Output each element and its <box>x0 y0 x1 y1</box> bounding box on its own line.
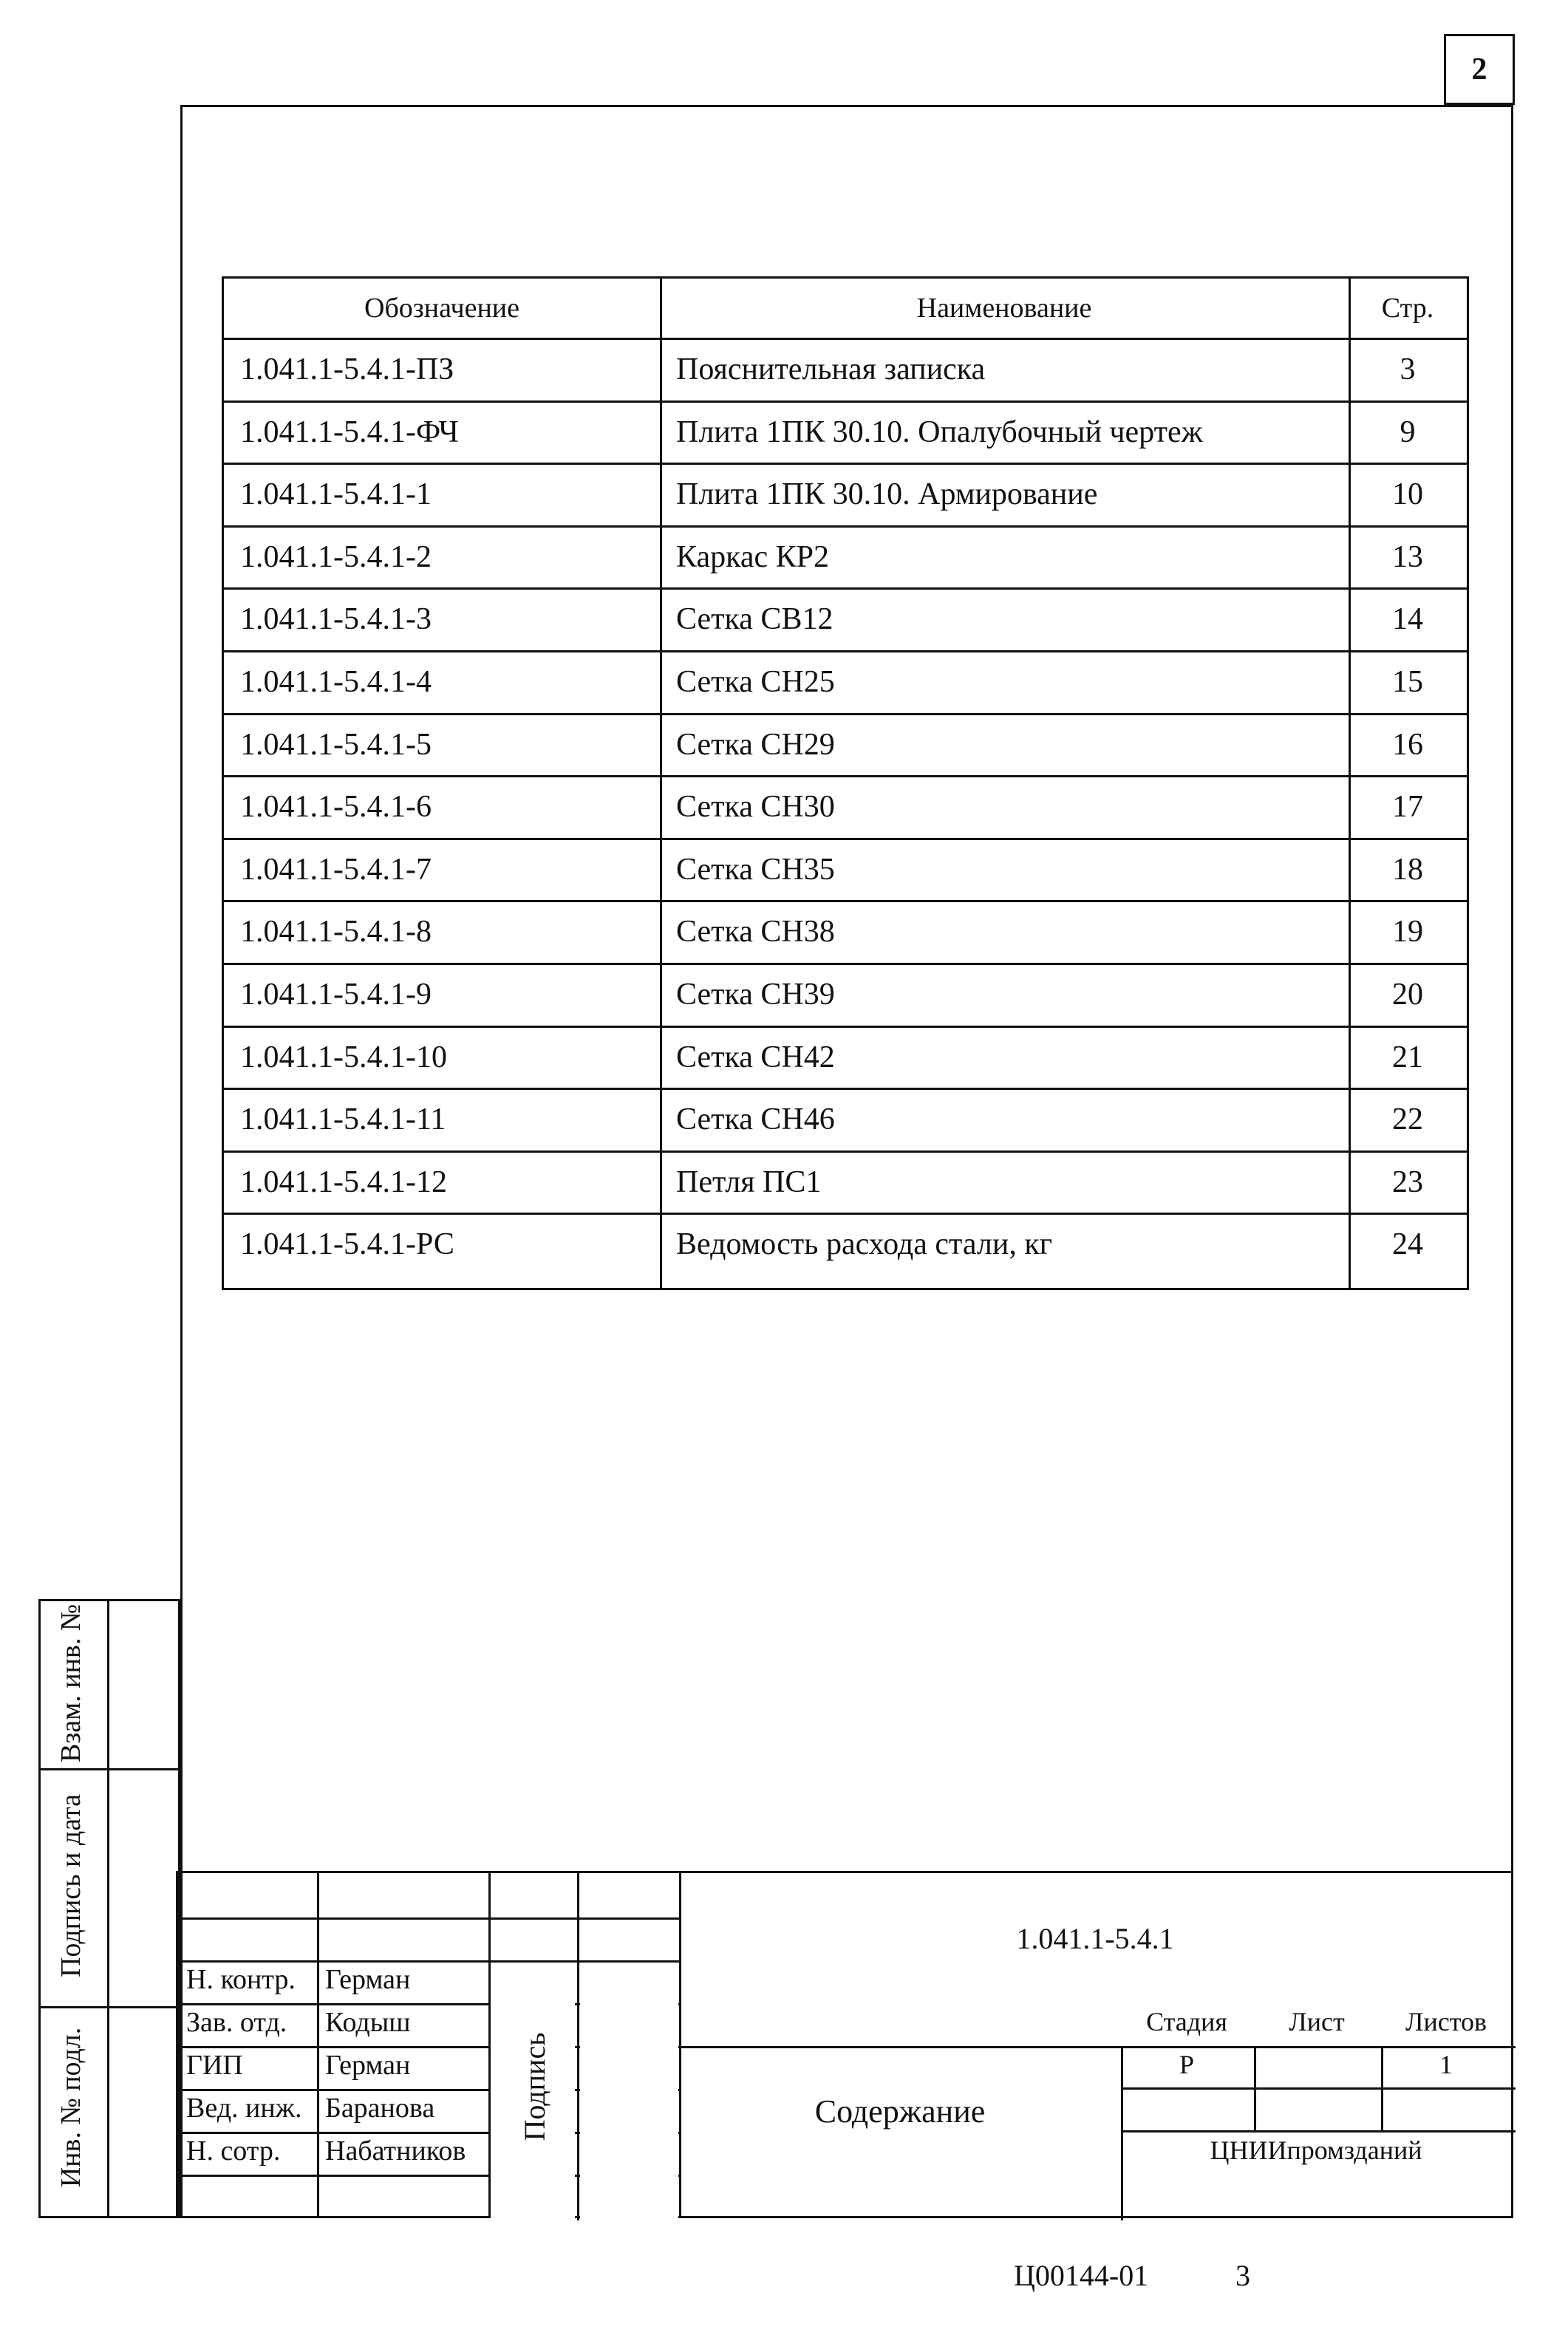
cell-name: Сетка СН35 <box>676 852 835 887</box>
document-code: 1.041.1-5.4.1 <box>1016 1922 1174 1955</box>
original-inv-label: Инв. № подл. <box>55 2027 86 2188</box>
cell-designation: 1.041.1-5.4.1-10 <box>240 1040 447 1074</box>
cell-name: Сетка СН42 <box>676 1040 835 1074</box>
header-designation: Обозначение <box>364 293 519 324</box>
cell-name: Плита 1ПК 30.10. Армирование <box>676 477 1098 511</box>
sheets-label: Листов <box>1405 2007 1487 2036</box>
cell-designation: 1.041.1-5.4.1-5 <box>240 727 432 762</box>
cell-designation: 1.041.1-5.4.1-4 <box>240 664 432 699</box>
cell-designation: 1.041.1-5.4.1-1 <box>240 477 432 511</box>
cell-designation: 1.041.1-5.4.1-6 <box>240 789 432 824</box>
stage-label: Стадия <box>1146 2007 1227 2036</box>
replacement-inv-label: Взам. инв. № <box>55 1603 86 1763</box>
cell-page: 24 <box>1392 1227 1423 1261</box>
table-row <box>224 1213 1467 1275</box>
table-row <box>224 775 1467 838</box>
table-row <box>224 1150 1467 1213</box>
table-row <box>224 463 1467 525</box>
role-label: Н. контр. <box>186 1964 296 1995</box>
cell-name: Сетка СН30 <box>676 789 835 824</box>
sheet-number: 2 <box>1471 52 1487 86</box>
cell-page: 20 <box>1392 977 1423 1012</box>
cell-page: 19 <box>1392 914 1423 949</box>
cell-name: Петля ПС1 <box>676 1165 822 1199</box>
signature-date-label: Подпись и дата <box>55 1793 86 1978</box>
cell-page: 15 <box>1392 664 1423 699</box>
stage-value: Р <box>1179 2050 1195 2079</box>
cell-name: Сетка СН29 <box>676 727 835 762</box>
table-row <box>224 338 1467 400</box>
cell-designation: 1.041.1-5.4.1-ПЗ <box>240 352 454 386</box>
cell-name: Каркас КР2 <box>676 539 830 574</box>
person-name: Герман <box>325 2050 411 2081</box>
sheet-number-box <box>1444 34 1515 105</box>
person-name: Кодыш <box>325 2007 411 2038</box>
cell-name: Сетка СВ12 <box>676 601 834 636</box>
table-row <box>224 1088 1467 1150</box>
cell-designation: 1.041.1-5.4.1-9 <box>240 977 432 1012</box>
cell-name: Сетка СН39 <box>676 977 835 1012</box>
organization-name: ЦНИИпромзданий <box>1210 2135 1422 2165</box>
table-row <box>224 963 1467 1026</box>
cell-page: 16 <box>1392 727 1423 762</box>
cell-designation: 1.041.1-5.4.1-7 <box>240 852 432 887</box>
role-label: Вед. инж. <box>186 2093 302 2124</box>
cell-name: Сетка СН38 <box>676 914 835 949</box>
cell-name: Ведомость расхода стали, кг <box>676 1227 1052 1261</box>
role-label: Зав. отд. <box>186 2007 287 2038</box>
cell-page: 14 <box>1392 601 1423 636</box>
role-label: Н. сотр. <box>186 2135 281 2166</box>
header-page: Стр. <box>1381 293 1434 324</box>
page-number: 3 <box>1235 2259 1250 2292</box>
cell-page: 18 <box>1392 852 1423 887</box>
cell-page: 13 <box>1392 539 1423 574</box>
cell-page: 23 <box>1392 1165 1423 1199</box>
cell-page: 3 <box>1400 352 1416 386</box>
cell-designation: 1.041.1-5.4.1-11 <box>240 1102 446 1136</box>
cell-page: 17 <box>1392 789 1423 824</box>
contents-table <box>222 276 1469 1290</box>
cell-page: 10 <box>1392 477 1423 511</box>
role-label: ГИП <box>186 2050 243 2081</box>
cell-designation: 1.041.1-5.4.1-8 <box>240 914 432 949</box>
cell-page: 21 <box>1392 1040 1423 1074</box>
cell-name: Плита 1ПК 30.10. Опалубочный чертеж <box>676 415 1203 449</box>
document-title: Содержание <box>814 2093 986 2130</box>
cell-page: 22 <box>1392 1102 1423 1136</box>
table-row <box>224 900 1467 963</box>
cell-designation: 1.041.1-5.4.1-РС <box>240 1227 454 1261</box>
table-row <box>224 587 1467 650</box>
cell-designation: 1.041.1-5.4.1-3 <box>240 601 432 636</box>
cell-page: 9 <box>1400 415 1416 449</box>
cell-name: Сетка СН25 <box>676 664 835 699</box>
signature-header: Подпись <box>518 2032 551 2141</box>
cell-name: Сетка СН46 <box>676 1102 835 1136</box>
table-row <box>224 1026 1467 1088</box>
table-row <box>224 713 1467 776</box>
header-name: Наименование <box>916 293 1092 324</box>
table-row <box>224 400 1467 463</box>
table-row <box>224 838 1467 901</box>
table-row <box>224 650 1467 713</box>
cell-designation: 1.041.1-5.4.1-2 <box>240 539 432 574</box>
person-name: Баранова <box>325 2093 435 2124</box>
cell-designation: 1.041.1-5.4.1-ФЧ <box>240 415 459 449</box>
sheet-label: Лист <box>1289 2007 1345 2036</box>
archive-code: Ц00144-01 <box>1014 2259 1149 2292</box>
cell-name: Пояснительная записка <box>676 352 986 386</box>
table-row <box>224 525 1467 588</box>
cell-designation: 1.041.1-5.4.1-12 <box>240 1165 447 1199</box>
sheets-value: 1 <box>1439 2050 1453 2079</box>
person-name: Герман <box>325 1964 411 1995</box>
person-name: Набатников <box>325 2135 466 2166</box>
